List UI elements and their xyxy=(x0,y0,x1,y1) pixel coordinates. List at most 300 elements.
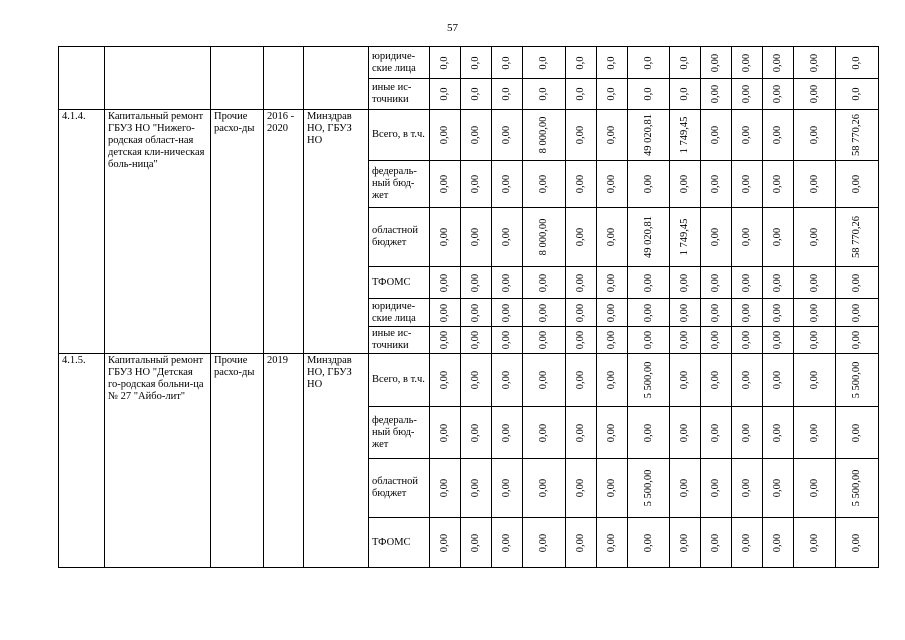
value-cell xyxy=(523,459,566,518)
value-cell xyxy=(461,407,492,459)
cell-value-text: 0,00 xyxy=(501,330,512,350)
cell-value-text: 0,00 xyxy=(642,303,654,322)
value-cell xyxy=(597,407,628,459)
cell-value-text: 0,00 xyxy=(710,303,721,322)
value-cell xyxy=(701,79,732,110)
cell-value-text: 0,00 xyxy=(606,478,617,498)
cell-value-text: 0,0 xyxy=(679,87,690,101)
value-cell xyxy=(836,267,879,299)
value-cell xyxy=(732,407,763,459)
value-cell xyxy=(628,267,670,299)
cell-value-text: 0,00 xyxy=(710,273,721,292)
expense-kind: Прочие расхо-ды xyxy=(211,110,264,354)
value-cell xyxy=(523,267,566,299)
funding-source: областной бюджет xyxy=(369,208,430,267)
value-cell xyxy=(670,518,701,568)
value-cell xyxy=(670,79,701,110)
value-cell xyxy=(430,354,461,407)
value-cell xyxy=(701,299,732,327)
funding-source: иные ис-точники xyxy=(369,79,430,110)
cell-value-text: 1 749,45 xyxy=(679,218,690,256)
value-cell xyxy=(492,110,523,161)
value-cell xyxy=(430,518,461,568)
value-cell xyxy=(763,299,794,327)
value-cell xyxy=(461,110,492,161)
cell-value-text: 1 749,45 xyxy=(679,116,690,154)
value-cell xyxy=(701,407,732,459)
cell-value-text: 0,00 xyxy=(470,330,481,350)
value-cell xyxy=(523,161,566,208)
value-cell xyxy=(461,299,492,327)
cell-value-text: 0,00 xyxy=(772,53,783,72)
cell-value-text: 0,00 xyxy=(710,227,721,247)
budget-table xyxy=(58,46,879,568)
value-cell xyxy=(492,459,523,518)
cell-value-text: 0,00 xyxy=(501,370,512,390)
value-cell xyxy=(763,459,794,518)
cell-value-text: 0,00 xyxy=(710,478,721,498)
cell-value-text: 0,0 xyxy=(679,55,690,70)
value-cell xyxy=(492,327,523,354)
value-cell xyxy=(461,354,492,407)
cell-value-text: 0,00 xyxy=(470,174,481,194)
item-years: 2016 - 2020 xyxy=(264,110,304,354)
cell-value-text: 0,00 xyxy=(606,533,617,552)
cell-value-text: 8 000,00 xyxy=(538,218,549,256)
table-row xyxy=(59,354,879,407)
cell-value-text: 0,00 xyxy=(538,273,549,292)
cell-value-text: 0,00 xyxy=(575,423,586,442)
table-row xyxy=(59,47,879,79)
cell-value-text: 0,00 xyxy=(851,533,862,552)
item-name: Капитальный ремонт ГБУЗ НО "Детская го-родская больни-ца № 27 "Айбо-лит" xyxy=(105,354,211,568)
cell-value-text: 0,00 xyxy=(575,125,586,145)
cell-value-text: 0,00 xyxy=(538,370,549,390)
cell-value-text: 0,00 xyxy=(741,227,752,247)
item-code: 4.1.4. xyxy=(59,110,105,354)
cell-value-text: 0,00 xyxy=(538,330,549,350)
cell-value-text: 0,00 xyxy=(772,273,783,292)
value-cell xyxy=(794,47,836,79)
value-cell xyxy=(523,327,566,354)
value-cell xyxy=(523,79,566,110)
cell-value-text: 5 500,00 xyxy=(851,469,862,507)
cell-value-text: 0,00 xyxy=(501,478,512,498)
cell-value-text: 0,00 xyxy=(439,330,450,350)
value-cell xyxy=(430,47,461,79)
cell-value-text: 0,00 xyxy=(606,303,617,322)
value-cell xyxy=(566,79,597,110)
cell-value-text: 0,00 xyxy=(741,174,752,194)
item-code xyxy=(59,47,105,110)
cell-value-text: 0,00 xyxy=(575,174,586,194)
value-cell xyxy=(523,110,566,161)
cell-value-text: 0,00 xyxy=(501,125,512,145)
value-cell xyxy=(461,208,492,267)
value-cell xyxy=(763,79,794,110)
cell-value-text: 0,00 xyxy=(851,303,862,322)
value-cell xyxy=(836,459,879,518)
value-cell xyxy=(701,327,732,354)
value-cell xyxy=(597,518,628,568)
item-name: Капитальный ремонт ГБУЗ НО "Нижего-родская област-ная детская кли-ническая боль-ница" xyxy=(105,110,211,354)
value-cell xyxy=(670,459,701,518)
cell-value-text: 0,00 xyxy=(606,227,617,247)
cell-value-text: 0,00 xyxy=(851,273,862,292)
cell-value-text: 0,00 xyxy=(606,125,617,145)
cell-value-text: 0,00 xyxy=(575,533,586,552)
cell-value-text: 0,00 xyxy=(808,303,820,322)
value-cell xyxy=(763,110,794,161)
value-cell xyxy=(836,47,879,79)
value-cell xyxy=(430,327,461,354)
item-years: 2019 xyxy=(264,354,304,568)
value-cell xyxy=(597,267,628,299)
value-cell xyxy=(492,208,523,267)
cell-value-text: 0,00 xyxy=(772,370,783,390)
cell-value-text: 0,00 xyxy=(808,370,820,390)
cell-value-text: 0,00 xyxy=(710,53,721,72)
cell-value-text: 0,00 xyxy=(642,423,654,442)
value-cell xyxy=(670,407,701,459)
value-cell xyxy=(732,354,763,407)
page-number: 57 xyxy=(447,22,458,34)
value-cell xyxy=(523,47,566,79)
cell-value-text: 0,00 xyxy=(642,330,654,350)
cell-value-text: 0,00 xyxy=(741,84,752,104)
value-cell xyxy=(794,327,836,354)
cell-value-text: 0,00 xyxy=(606,273,617,292)
cell-value-text: 0,00 xyxy=(439,227,450,247)
cell-value-text: 0,00 xyxy=(710,125,721,145)
funding-source: федераль-ный бюд-жет xyxy=(369,407,430,459)
cell-value-text: 0,00 xyxy=(741,303,752,322)
cell-value-text: 49 020,81 xyxy=(642,114,654,156)
value-cell xyxy=(566,354,597,407)
cell-value-text: 0,00 xyxy=(851,423,862,442)
value-cell xyxy=(523,518,566,568)
cell-value-text: 0,00 xyxy=(439,273,450,292)
value-cell xyxy=(628,299,670,327)
value-cell xyxy=(430,79,461,110)
cell-value-text: 0,00 xyxy=(772,125,783,145)
value-cell xyxy=(566,459,597,518)
value-cell xyxy=(794,79,836,110)
cell-value-text: 0,0 xyxy=(501,87,512,101)
value-cell xyxy=(763,208,794,267)
cell-value-text: 0,00 xyxy=(710,423,721,442)
funding-source: ТФОМС xyxy=(369,518,430,568)
value-cell xyxy=(523,299,566,327)
cell-value-text: 0,0 xyxy=(851,87,862,101)
value-cell xyxy=(794,407,836,459)
value-cell xyxy=(732,161,763,208)
value-cell xyxy=(732,327,763,354)
value-cell xyxy=(461,518,492,568)
value-cell xyxy=(492,354,523,407)
cell-value-text: 0,00 xyxy=(808,478,820,498)
funding-source: Всего, в т.ч. xyxy=(369,110,430,161)
value-cell xyxy=(566,518,597,568)
value-cell xyxy=(670,161,701,208)
cell-value-text: 0,0 xyxy=(851,55,862,70)
cell-value-text: 0,00 xyxy=(741,533,752,552)
cell-value-text: 0,00 xyxy=(642,533,654,552)
funding-source: ТФОМС xyxy=(369,267,430,299)
cell-value-text: 0,0 xyxy=(470,87,481,101)
cell-value-text: 0,00 xyxy=(741,370,752,390)
value-cell xyxy=(763,407,794,459)
value-cell xyxy=(794,459,836,518)
cell-value-text: 0,00 xyxy=(470,370,481,390)
cell-value-text: 0,00 xyxy=(772,84,783,104)
value-cell xyxy=(461,267,492,299)
cell-value-text: 0,00 xyxy=(575,370,586,390)
value-cell xyxy=(836,407,879,459)
value-cell xyxy=(566,407,597,459)
value-cell xyxy=(670,327,701,354)
cell-value-text: 0,00 xyxy=(772,423,783,442)
value-cell xyxy=(732,79,763,110)
value-cell xyxy=(794,110,836,161)
cell-value-text: 0,00 xyxy=(470,227,481,247)
funding-source: федераль-ный бюд-жет xyxy=(369,161,430,208)
value-cell xyxy=(492,47,523,79)
cell-value-text: 0,00 xyxy=(710,330,721,350)
cell-value-text: 0,00 xyxy=(741,423,752,442)
cell-value-text: 0,00 xyxy=(679,478,690,498)
value-cell xyxy=(836,299,879,327)
value-cell xyxy=(763,518,794,568)
cell-value-text: 0,00 xyxy=(772,174,783,194)
cell-value-text: 0,00 xyxy=(741,125,752,145)
cell-value-text: 0,00 xyxy=(575,227,586,247)
cell-value-text: 0,00 xyxy=(851,174,862,194)
cell-value-text: 0,0 xyxy=(575,55,586,70)
cell-value-text: 0,00 xyxy=(501,227,512,247)
value-cell xyxy=(597,79,628,110)
cell-value-text: 0,00 xyxy=(679,533,690,552)
value-cell xyxy=(523,354,566,407)
expense-kind xyxy=(211,47,264,110)
value-cell xyxy=(566,47,597,79)
funding-source: юридиче-ские лица xyxy=(369,47,430,79)
item-name xyxy=(105,47,211,110)
cell-value-text: 0,00 xyxy=(808,330,820,350)
cell-value-text: 0,0 xyxy=(439,87,450,101)
cell-value-text: 0,00 xyxy=(808,227,820,247)
value-cell xyxy=(732,459,763,518)
value-cell xyxy=(461,79,492,110)
item-code: 4.1.5. xyxy=(59,354,105,568)
cell-value-text: 0,00 xyxy=(710,533,721,552)
value-cell xyxy=(701,110,732,161)
cell-value-text: 0,00 xyxy=(470,303,481,322)
value-cell xyxy=(701,208,732,267)
cell-value-text: 0,00 xyxy=(679,273,690,292)
cell-value-text: 0,00 xyxy=(501,273,512,292)
cell-value-text: 0,00 xyxy=(439,125,450,145)
value-cell xyxy=(701,518,732,568)
value-cell xyxy=(670,110,701,161)
cell-value-text: 0,00 xyxy=(642,273,654,292)
cell-value-text: 5 500,00 xyxy=(642,469,654,507)
cell-value-text: 0,00 xyxy=(606,330,617,350)
cell-value-text: 0,00 xyxy=(439,533,450,552)
cell-value-text: 0,00 xyxy=(575,273,586,292)
funding-source: юридиче-ские лица xyxy=(369,299,430,327)
cell-value-text: 0,00 xyxy=(439,478,450,498)
value-cell xyxy=(430,161,461,208)
cell-value-text: 0,0 xyxy=(538,87,549,101)
value-cell xyxy=(732,47,763,79)
value-cell xyxy=(597,110,628,161)
cell-value-text: 0,00 xyxy=(439,174,450,194)
value-cell xyxy=(430,299,461,327)
value-cell xyxy=(670,267,701,299)
value-cell xyxy=(597,161,628,208)
cell-value-text: 0,00 xyxy=(808,423,820,442)
value-cell xyxy=(492,407,523,459)
value-cell xyxy=(628,518,670,568)
cell-value-text: 0,0 xyxy=(538,55,549,70)
funding-source: областной бюджет xyxy=(369,459,430,518)
value-cell xyxy=(492,267,523,299)
funding-source: иные ис-точники xyxy=(369,327,430,354)
value-cell xyxy=(763,161,794,208)
cell-value-text: 0,00 xyxy=(679,330,690,350)
cell-value-text: 49 020,81 xyxy=(642,216,654,258)
value-cell xyxy=(836,327,879,354)
value-cell xyxy=(597,354,628,407)
cell-value-text: 0,00 xyxy=(851,330,862,350)
value-cell xyxy=(597,459,628,518)
value-cell xyxy=(523,208,566,267)
value-cell xyxy=(566,267,597,299)
cell-value-text: 0,00 xyxy=(772,303,783,322)
cell-value-text: 0,0 xyxy=(575,87,586,101)
cell-value-text: 0,00 xyxy=(501,303,512,322)
value-cell xyxy=(670,208,701,267)
value-cell xyxy=(566,299,597,327)
value-cell xyxy=(566,110,597,161)
value-cell xyxy=(597,327,628,354)
cell-value-text: 0,00 xyxy=(642,174,654,194)
value-cell xyxy=(732,208,763,267)
value-cell xyxy=(628,407,670,459)
value-cell xyxy=(763,47,794,79)
cell-value-text: 0,00 xyxy=(501,533,512,552)
value-cell xyxy=(794,161,836,208)
item-executor: Минздрав НО, ГБУЗ НО xyxy=(304,110,369,354)
value-cell xyxy=(836,110,879,161)
cell-value-text: 0,00 xyxy=(606,423,617,442)
value-cell xyxy=(430,110,461,161)
expense-kind: Прочие расхо-ды xyxy=(211,354,264,568)
value-cell xyxy=(628,459,670,518)
cell-value-text: 0,00 xyxy=(606,174,617,194)
value-cell xyxy=(492,161,523,208)
value-cell xyxy=(670,47,701,79)
cell-value-text: 5 500,00 xyxy=(642,361,654,399)
value-cell xyxy=(461,47,492,79)
cell-value-text: 58 770,26 xyxy=(851,216,862,258)
cell-value-text: 0,0 xyxy=(501,55,512,70)
cell-value-text: 58 770,26 xyxy=(851,114,862,156)
cell-value-text: 0,00 xyxy=(808,174,820,194)
cell-value-text: 0,00 xyxy=(470,533,481,552)
value-cell xyxy=(701,354,732,407)
value-cell xyxy=(492,299,523,327)
cell-value-text: 0,00 xyxy=(575,478,586,498)
value-cell xyxy=(836,354,879,407)
value-cell xyxy=(836,518,879,568)
funding-source: Всего, в т.ч. xyxy=(369,354,430,407)
cell-value-text: 0,00 xyxy=(470,478,481,498)
item-executor xyxy=(304,47,369,110)
value-cell xyxy=(430,267,461,299)
cell-value-text: 0,00 xyxy=(710,370,721,390)
value-cell xyxy=(628,327,670,354)
cell-value-text: 0,00 xyxy=(772,478,783,498)
value-cell xyxy=(794,518,836,568)
value-cell xyxy=(732,110,763,161)
value-cell xyxy=(430,459,461,518)
value-cell xyxy=(461,327,492,354)
value-cell xyxy=(763,327,794,354)
value-cell xyxy=(566,161,597,208)
value-cell xyxy=(670,354,701,407)
value-cell xyxy=(670,299,701,327)
cell-value-text: 0,00 xyxy=(679,423,690,442)
cell-value-text: 0,00 xyxy=(501,174,512,194)
cell-value-text: 0,0 xyxy=(439,55,450,70)
item-executor: Минздрав НО, ГБУЗ НО xyxy=(304,354,369,568)
value-cell xyxy=(701,267,732,299)
cell-value-text: 0,00 xyxy=(741,478,752,498)
value-cell xyxy=(430,208,461,267)
value-cell xyxy=(701,47,732,79)
item-years xyxy=(264,47,304,110)
cell-value-text: 0,00 xyxy=(772,227,783,247)
value-cell xyxy=(763,354,794,407)
value-cell xyxy=(701,459,732,518)
cell-value-text: 0,00 xyxy=(538,533,549,552)
cell-value-text: 0,00 xyxy=(439,370,450,390)
value-cell xyxy=(701,161,732,208)
cell-value-text: 0,0 xyxy=(642,87,654,101)
cell-value-text: 0,00 xyxy=(575,303,586,322)
cell-value-text: 0,00 xyxy=(679,174,690,194)
value-cell xyxy=(628,47,670,79)
value-cell xyxy=(628,110,670,161)
cell-value-text: 0,00 xyxy=(470,273,481,292)
value-cell xyxy=(566,327,597,354)
table-row xyxy=(59,110,879,161)
value-cell xyxy=(794,267,836,299)
value-cell xyxy=(794,208,836,267)
cell-value-text: 0,00 xyxy=(741,330,752,350)
value-cell xyxy=(628,79,670,110)
cell-value-text: 0,0 xyxy=(606,87,617,101)
value-cell xyxy=(597,299,628,327)
value-cell xyxy=(732,299,763,327)
cell-value-text: 0,00 xyxy=(439,423,450,442)
cell-value-text: 0,00 xyxy=(710,84,721,104)
cell-value-text: 0,00 xyxy=(808,273,820,292)
cell-value-text: 0,0 xyxy=(606,55,617,70)
cell-value-text: 0,00 xyxy=(741,53,752,72)
